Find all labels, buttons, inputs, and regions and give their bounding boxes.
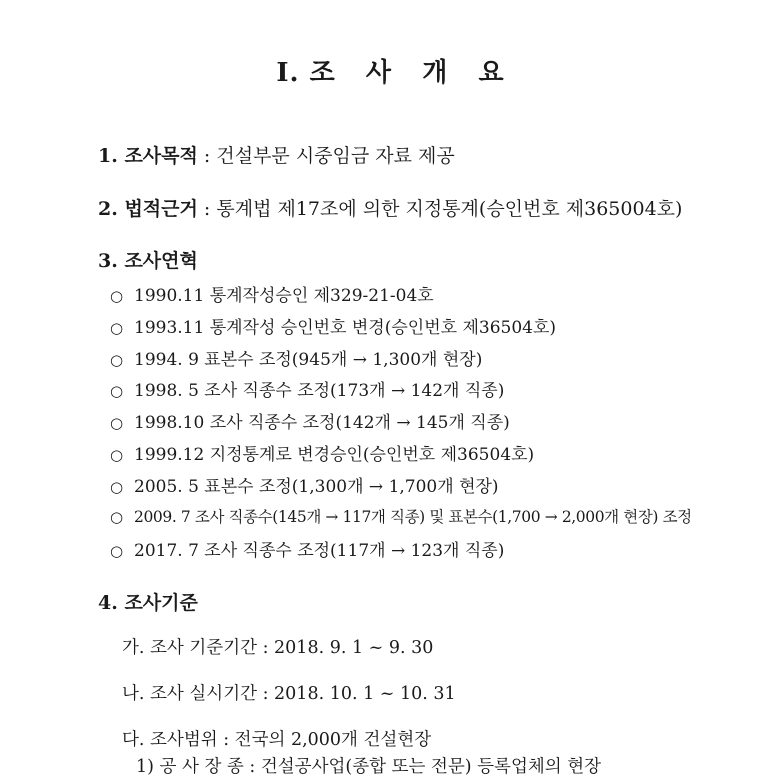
bullet-icon: ○ xyxy=(110,382,124,400)
section-legal-separator: : xyxy=(197,198,217,220)
history-item-text: 1998.10 조사 직종수 조정(142개 → 145개 직종) xyxy=(134,413,510,433)
history-item-text: 2017. 7 조사 직종수 조정(117개 → 123개 직종) xyxy=(134,541,505,561)
history-item xyxy=(110,505,692,527)
history-item-text: 1998. 5 조사 직종수 조정(173개 → 142개 직종) xyxy=(134,381,505,401)
section-criteria xyxy=(98,588,198,615)
history-item xyxy=(110,408,510,433)
history-item-text: 2005. 5 표본수 조정(1,300개 → 1,700개 현장) xyxy=(134,477,499,497)
bullet-icon: ○ xyxy=(110,319,124,337)
section-purpose-text: 건설부문 시중임금 자료 제공 xyxy=(216,145,455,167)
history-item-text: 1999.12 지정통계로 변경승인(승인번호 제36504호) xyxy=(134,445,535,465)
section-legal-text: 통계법 제17조에 의한 지정통계(승인번호 제365004호) xyxy=(216,198,683,220)
section-history xyxy=(98,246,198,273)
bullet-icon: ○ xyxy=(110,351,124,369)
history-item-text: 1990.11 통계작성승인 제329-21-04호 xyxy=(134,286,434,306)
section-legal-heading: 2. 법적근거 xyxy=(98,198,198,220)
history-item xyxy=(110,281,434,306)
page-title: I. 조 사 개 요 xyxy=(276,58,505,88)
history-item xyxy=(110,440,534,465)
history-item xyxy=(110,345,482,370)
history-item xyxy=(110,376,504,401)
bullet-icon: ○ xyxy=(110,446,124,464)
criteria-item: 다. 조사범위 : 전국의 2,000개 건설현장 xyxy=(122,730,432,750)
section-purpose-heading: 1. 조사목적 xyxy=(98,145,198,167)
bullet-icon: ○ xyxy=(110,478,124,496)
bullet-icon: ○ xyxy=(110,508,123,526)
section-legal xyxy=(98,194,682,221)
history-item-text: 2009. 7 조사 직종수(145개 → 117개 직종) 및 표본수(1,700 → 2,000개 현장) 조정 xyxy=(134,508,692,526)
history-item xyxy=(110,472,499,497)
criteria-item: 나. 조사 실시기간 : 2018. 10. 1 ~ 10. 31 xyxy=(122,684,456,704)
section-criteria-heading: 4. 조사기준 xyxy=(98,592,198,614)
history-item xyxy=(110,313,556,338)
section-purpose xyxy=(98,141,455,168)
bullet-icon: ○ xyxy=(110,542,124,560)
section-history-heading: 3. 조사연혁 xyxy=(98,250,198,272)
history-item-text: 1993.11 통계작성 승인번호 변경(승인번호 제36504호) xyxy=(134,318,557,338)
bullet-icon: ○ xyxy=(110,287,124,305)
criteria-item: 가. 조사 기준기간 : 2018. 9. 1 ~ 9. 30 xyxy=(122,638,434,658)
history-item-text: 1994. 9 표본수 조정(945개 → 1,300개 현장) xyxy=(134,350,483,370)
bullet-icon: ○ xyxy=(110,414,124,432)
history-item xyxy=(110,536,504,561)
criteria-subitem: 1) 공 사 장 종 : 건설공사업(종합 또는 전문) 등록업체의 현장 xyxy=(136,757,602,777)
section-purpose-separator: : xyxy=(197,145,217,167)
